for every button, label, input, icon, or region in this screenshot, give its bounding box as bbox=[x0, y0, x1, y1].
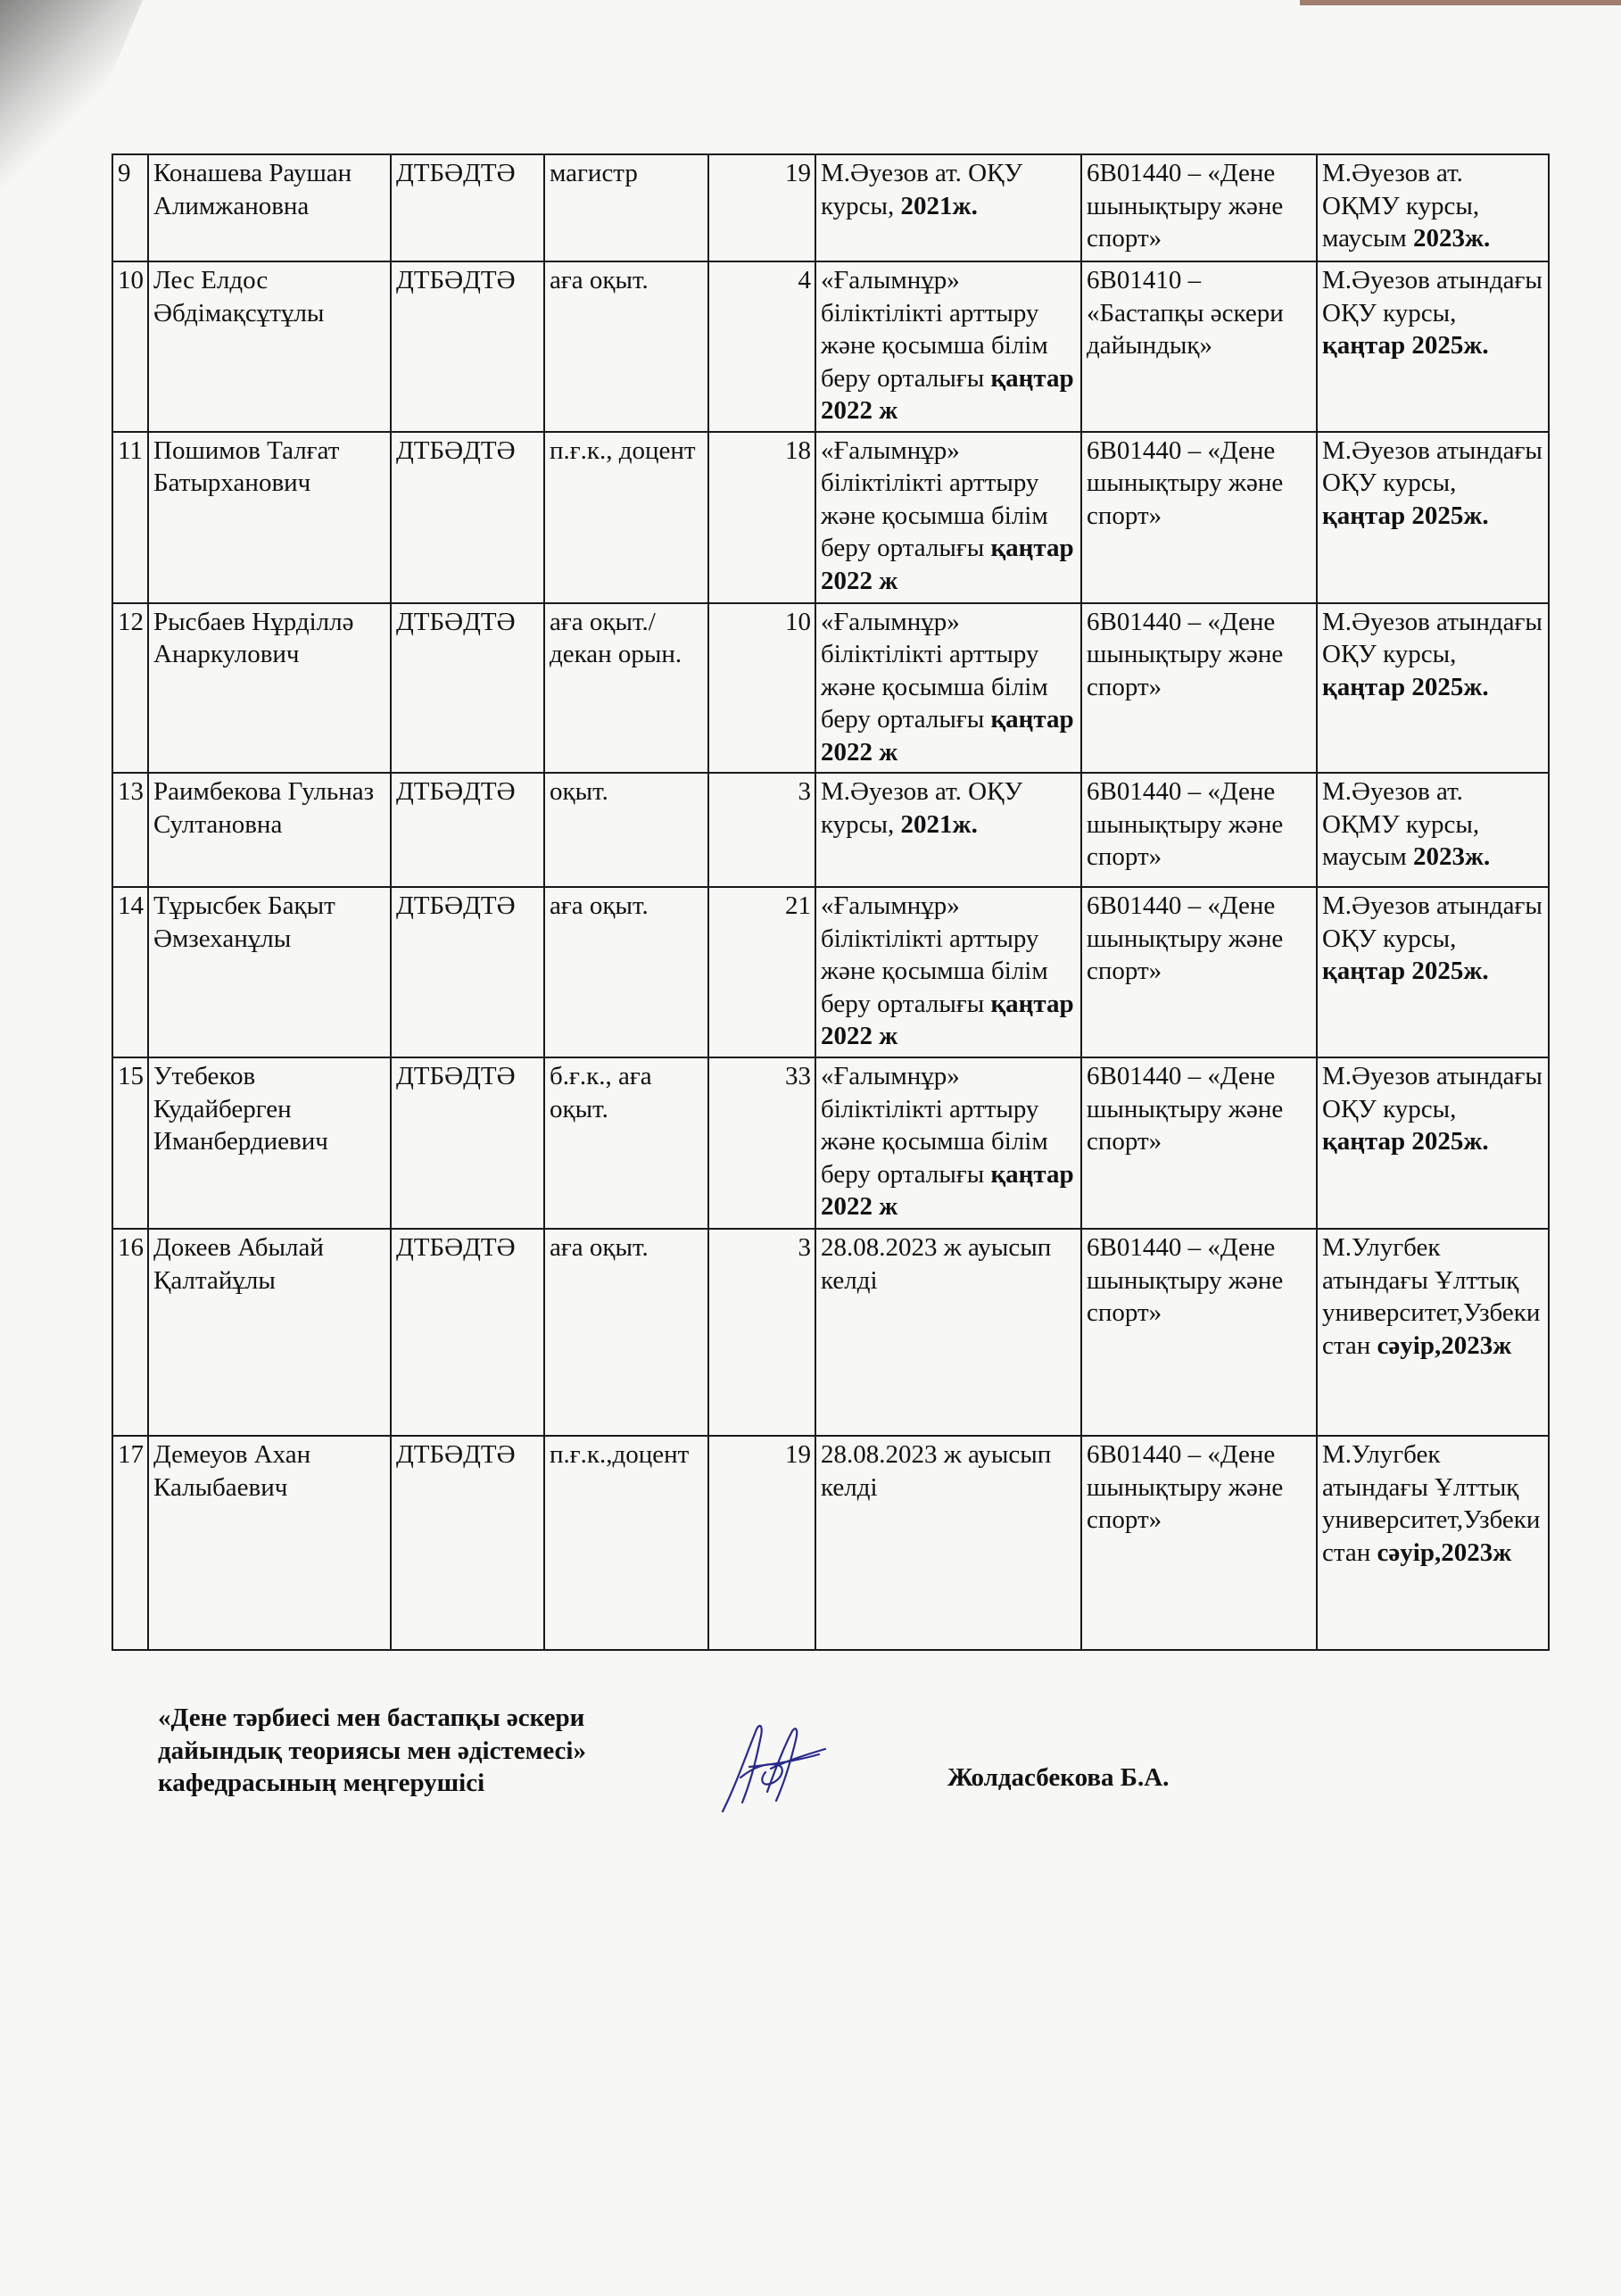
course-cell bbox=[1317, 773, 1549, 887]
course-date: қаңтар 2025ж. bbox=[1322, 957, 1489, 986]
position-cell: магистр bbox=[544, 154, 708, 261]
experience-cell: 3 bbox=[708, 773, 815, 887]
full-name-cell: Лес Елдос Әбдімақсұтұлы bbox=[148, 261, 391, 432]
training-cell bbox=[815, 1057, 1081, 1229]
row-number-cell: 9 bbox=[112, 154, 148, 261]
row-number-cell: 13 bbox=[112, 773, 148, 887]
department-head-title bbox=[158, 1702, 711, 1800]
training-text: «Ғалымнұр» біліктілікті арттыру және қосымша білім беру орталығы bbox=[821, 1061, 1048, 1189]
course-cell bbox=[1317, 603, 1549, 774]
training-text: М.Әуезов ат. ОҚУ курсы, bbox=[821, 777, 1022, 839]
staff-table bbox=[112, 153, 1550, 1651]
program-cell: 6В01440 – «Дене шынықтыру және спорт» bbox=[1081, 1229, 1317, 1436]
training-text: М.Әуезов ат. ОҚУ курсы, bbox=[821, 159, 1022, 220]
course-text: М.Әуезов атындағы ОҚУ курсы, bbox=[1322, 607, 1542, 669]
course-date: қаңтар 2025ж. bbox=[1322, 672, 1489, 701]
full-name-cell: Пошимов Талғат Батырханович bbox=[148, 432, 391, 603]
full-name-cell: Тұрысбек Бақыт Әмзеханұлы bbox=[148, 887, 391, 1057]
row-number-cell: 11 bbox=[112, 432, 148, 603]
course-date: сәуір,2023ж bbox=[1377, 1330, 1512, 1360]
experience-cell: 3 bbox=[708, 1229, 815, 1436]
experience-cell: 19 bbox=[708, 1436, 815, 1650]
position-cell: п.ғ.к.,доцент bbox=[544, 1436, 708, 1650]
course-date: қаңтар 2025ж. bbox=[1322, 331, 1489, 361]
department-cell: ДТБӘДТӘ bbox=[391, 1229, 544, 1436]
position-cell: аға оқыт./декан орын. bbox=[544, 603, 708, 774]
experience-cell: 18 bbox=[708, 432, 815, 603]
full-name-cell: Конашева Раушан Алимжановна bbox=[148, 154, 391, 261]
row-number-cell: 17 bbox=[112, 1436, 148, 1650]
course-text: М.Әуезов атындағы ОҚУ курсы, bbox=[1322, 266, 1542, 327]
position-cell: аға оқыт. bbox=[544, 887, 708, 1057]
training-date: қаңтар 2022 ж bbox=[821, 705, 1074, 767]
program-cell: 6В01440 – «Дене шынықтыру және спорт» bbox=[1081, 603, 1317, 774]
row-number-cell: 15 bbox=[112, 1057, 148, 1229]
program-cell: 6В01440 – «Дене шынықтыру және спорт» bbox=[1081, 887, 1317, 1057]
course-date: қаңтар 2025ж. bbox=[1322, 1127, 1489, 1156]
table-row bbox=[112, 773, 1549, 887]
position-cell: п.ғ.к., доцент bbox=[544, 432, 708, 603]
handwritten-signature bbox=[714, 1713, 830, 1820]
training-date: 2021ж. bbox=[900, 191, 978, 220]
position-cell: оқыт. bbox=[544, 773, 708, 887]
department-cell: ДТБӘДТӘ bbox=[391, 603, 544, 774]
training-cell bbox=[815, 261, 1081, 432]
experience-cell: 4 bbox=[708, 261, 815, 432]
table-row bbox=[112, 432, 1549, 603]
course-text: М.Әуезов ат. ОҚМУ курсы, маусым bbox=[1322, 159, 1480, 253]
training-text: «Ғалымнұр» біліктілікті арттыру және қосымша білім беру орталығы bbox=[821, 435, 1048, 563]
experience-cell: 21 bbox=[708, 887, 815, 1057]
program-cell: 6В01410 – «Бастапқы әскери дайындық» bbox=[1081, 261, 1317, 432]
course-cell bbox=[1317, 1436, 1549, 1650]
row-number-cell: 12 bbox=[112, 603, 148, 774]
experience-cell: 10 bbox=[708, 603, 815, 774]
course-cell bbox=[1317, 154, 1549, 261]
staff-table-body bbox=[112, 154, 1549, 1650]
table-row bbox=[112, 887, 1549, 1057]
department-cell: ДТБӘДТӘ bbox=[391, 432, 544, 603]
course-cell bbox=[1317, 261, 1549, 432]
full-name-cell: Раимбекова Гульназ Султановна bbox=[148, 773, 391, 887]
row-number-cell: 14 bbox=[112, 887, 148, 1057]
department-head-title-line: «Дене тәрбиесі мен бастапқы әскери bbox=[158, 1703, 585, 1732]
table-row bbox=[112, 261, 1549, 432]
course-text: М.Улугбек атындағы Ұлттық университет,Узбекистан bbox=[1322, 1232, 1541, 1360]
department-head-name: Жолдасбекова Б.А. bbox=[947, 1763, 1170, 1792]
program-cell: 6В01440 – «Дене шынықтыру және спорт» bbox=[1081, 773, 1317, 887]
course-date: 2023ж. bbox=[1413, 224, 1491, 253]
position-cell: б.ғ.к., аға оқыт. bbox=[544, 1057, 708, 1229]
position-cell: аға оқыт. bbox=[544, 1229, 708, 1436]
table-row bbox=[112, 1229, 1549, 1436]
program-cell: 6В01440 – «Дене шынықтыру және спорт» bbox=[1081, 1436, 1317, 1650]
department-cell: ДТБӘДТӘ bbox=[391, 773, 544, 887]
department-cell: ДТБӘДТӘ bbox=[391, 154, 544, 261]
course-date: сәуір,2023ж bbox=[1377, 1538, 1512, 1567]
training-text: «Ғалымнұр» біліктілікті арттыру және қосымша білім беру орталығы bbox=[821, 266, 1048, 393]
course-cell bbox=[1317, 432, 1549, 603]
row-number-cell: 10 bbox=[112, 261, 148, 432]
table-row bbox=[112, 1057, 1549, 1229]
department-cell: ДТБӘДТӘ bbox=[391, 887, 544, 1057]
training-date: 2021ж. bbox=[900, 809, 978, 839]
experience-cell: 19 bbox=[708, 154, 815, 261]
training-cell bbox=[815, 1229, 1081, 1436]
training-cell bbox=[815, 432, 1081, 603]
position-cell: аға оқыт. bbox=[544, 261, 708, 432]
scanned-top-strip bbox=[1300, 0, 1621, 5]
department-cell: ДТБӘДТӘ bbox=[391, 1057, 544, 1229]
training-date: қаңтар 2022 ж bbox=[821, 989, 1074, 1051]
training-cell bbox=[815, 154, 1081, 261]
full-name-cell: Утебеков Кудайберген Иманбердиевич bbox=[148, 1057, 391, 1229]
full-name-cell: Докеев Абылай Қалтайұлы bbox=[148, 1229, 391, 1436]
program-cell: 6В01440 – «Дене шынықтыру және спорт» bbox=[1081, 154, 1317, 261]
course-cell bbox=[1317, 1057, 1549, 1229]
course-text: М.Әуезов ат. ОҚМУ курсы, маусым bbox=[1322, 777, 1480, 872]
table-row bbox=[112, 154, 1549, 261]
program-cell: 6В01440 – «Дене шынықтыру және спорт» bbox=[1081, 1057, 1317, 1229]
table-row bbox=[112, 603, 1549, 774]
course-cell bbox=[1317, 1229, 1549, 1436]
department-cell: ДТБӘДТӘ bbox=[391, 1436, 544, 1650]
training-cell bbox=[815, 1436, 1081, 1650]
experience-cell: 33 bbox=[708, 1057, 815, 1229]
course-cell bbox=[1317, 887, 1549, 1057]
training-text: 28.08.2023 ж ауысып келді bbox=[821, 1232, 1052, 1295]
course-text: М.Улугбек атындағы Ұлттық университет,Узбекистан bbox=[1322, 1439, 1541, 1567]
course-date: қаңтар 2025ж. bbox=[1322, 501, 1489, 530]
training-date: қаңтар 2022 ж bbox=[821, 363, 1074, 426]
course-text: М.Әуезов атындағы ОҚУ курсы, bbox=[1322, 435, 1542, 498]
department-head-title-line: дайындық теориясы мен әдістемесі» bbox=[158, 1736, 586, 1765]
course-date: 2023ж. bbox=[1413, 842, 1491, 872]
program-cell: 6В01440 – «Дене шынықтыру және спорт» bbox=[1081, 432, 1317, 603]
training-cell bbox=[815, 603, 1081, 774]
training-cell bbox=[815, 773, 1081, 887]
department-head-title-line: кафедрасының меңгерушісі bbox=[158, 1769, 485, 1798]
course-text: М.Әуезов атындағы ОҚУ курсы, bbox=[1322, 1061, 1542, 1123]
training-date: қаңтар 2022 ж bbox=[821, 534, 1074, 595]
training-text: «Ғалымнұр» біліктілікті арттыру және қосымша білім беру орталығы bbox=[821, 607, 1048, 734]
row-number-cell: 16 bbox=[112, 1229, 148, 1436]
full-name-cell: Демеуов Ахан Калыбаевич bbox=[148, 1436, 391, 1650]
training-date: қаңтар 2022 ж bbox=[821, 1159, 1074, 1222]
table-row bbox=[112, 1436, 1549, 1650]
course-text: М.Әуезов атындағы ОҚУ курсы, bbox=[1322, 891, 1542, 953]
department-cell: ДТБӘДТӘ bbox=[391, 261, 544, 432]
training-cell bbox=[815, 887, 1081, 1057]
full-name-cell: Рысбаев Нұрділлә Анаркулович bbox=[148, 603, 391, 774]
training-text: 28.08.2023 ж ауысып келді bbox=[821, 1439, 1052, 1502]
training-text: «Ғалымнұр» біліктілікті арттыру және қосымша білім беру орталығы bbox=[821, 891, 1048, 1018]
